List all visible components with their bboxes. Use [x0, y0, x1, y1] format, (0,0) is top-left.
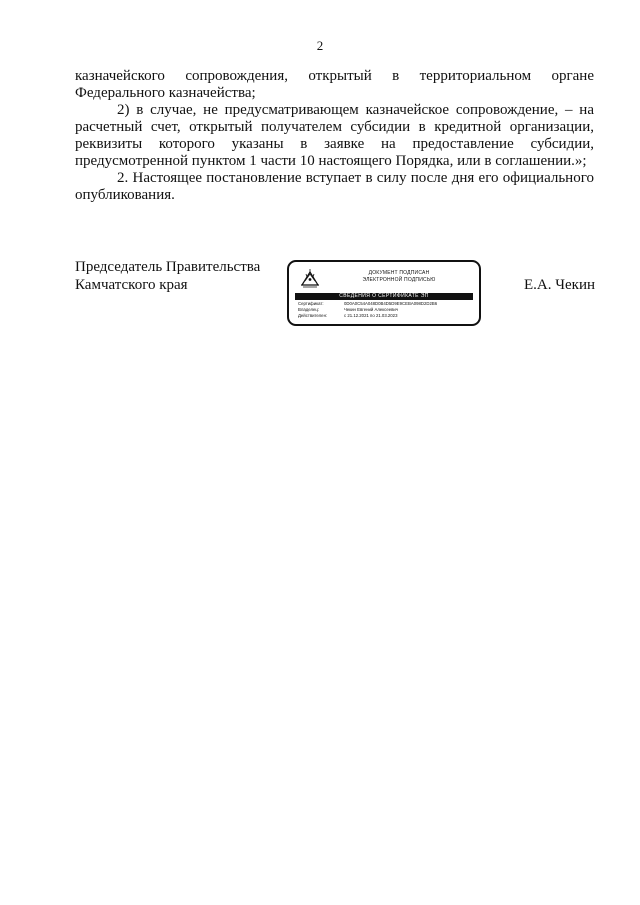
- document-body: [75, 68, 594, 204]
- paragraph-continuation: казначейского сопровождения, открытый в территориальном органе Федерального казначейства;: [75, 68, 594, 101]
- signer-title-line-2: Камчатского края: [75, 277, 188, 293]
- stamp-row-value: Чекин Евгений Алексеевич: [344, 307, 399, 312]
- stamp-row-value: 0D0A0C54A048D0B4D5D9E9CEBA098D2D2B6: [344, 301, 438, 306]
- stamp-row-validity: [298, 313, 476, 319]
- page-number: 2: [316, 38, 324, 53]
- stamp-row-label: Владелец:: [298, 307, 320, 312]
- stamp-row-label: Сертификат:: [298, 301, 324, 306]
- signer-title-line-1: Председатель Правительства: [75, 259, 261, 275]
- stamp-certificate-bar: СВЕДЕНИЯ О СЕРТИФИКАТЕ ЭП: [295, 293, 473, 300]
- stamp-row-value: с 21.12.2021 по 21.03.2023: [344, 313, 398, 318]
- stamp-details: [298, 301, 476, 319]
- stamp-heading-line-1: ДОКУМЕНТ ПОДПИСАН: [368, 270, 430, 276]
- electronic-signature-stamp: [287, 260, 481, 326]
- coat-of-arms-icon: [299, 266, 321, 288]
- paragraph-effective-date: 2. Настоящее постановление вступает в силу после дня его официального опубликования.: [75, 170, 594, 203]
- signer-title: [75, 258, 285, 294]
- signer-name: Е.А. Чекин: [524, 277, 595, 293]
- stamp-heading-line-2: ЭЛЕКТРОННОЙ ПОДПИСЬЮ: [362, 277, 436, 283]
- stamp-heading: [329, 270, 469, 284]
- stamp-row-label: Действителен:: [298, 313, 328, 318]
- paragraph-item-2: 2) в случае, не предусматривающем казначейское сопровождение, – на расчетный счет, открытый получателем субсидии в кредитной организации, реквизиты которого указаны в заявке на предоставление субсидии, предусмотренной пунктом 1 части 10 настоящего Порядка, или в соглашении.»;: [75, 102, 594, 169]
